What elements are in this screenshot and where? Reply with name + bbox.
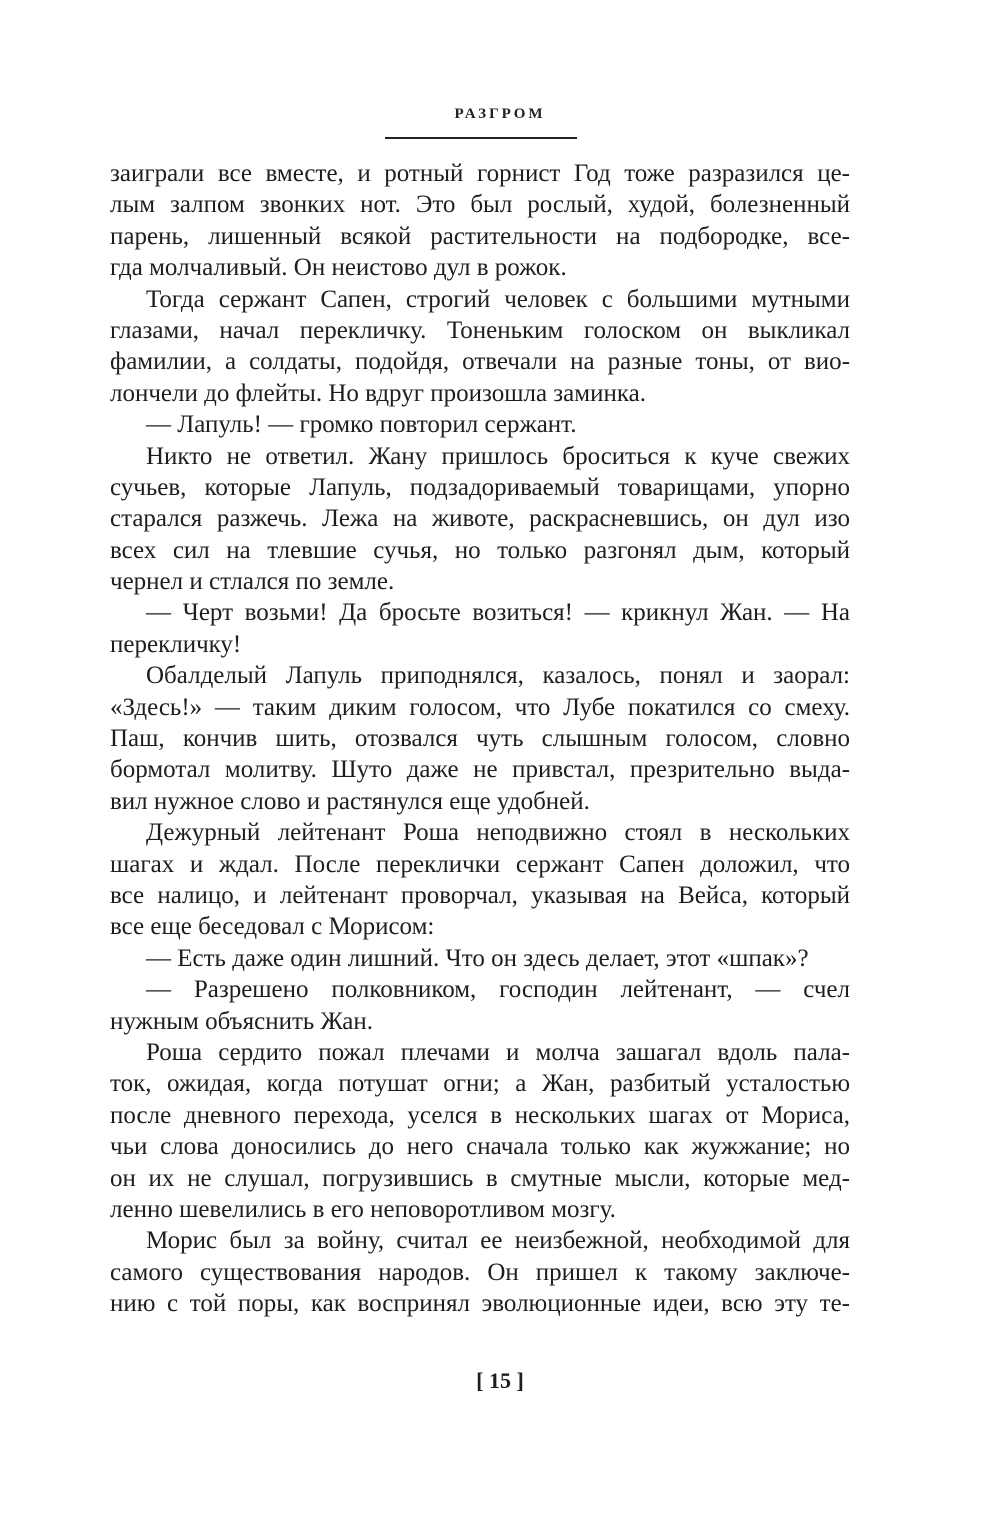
text-line: Никто не ответил. Жану пришлось броситься к куче свежих <box>146 442 850 470</box>
text-line: глазами, начал перекличку. Тоненьким голоском он выкликал <box>110 316 850 344</box>
text-line: лым залпом звонких нот. Это был рослый, худой, болезненный <box>110 191 850 219</box>
text-line: заиграли все вместе, и ротный горнист Год тоже разразился це- <box>110 160 850 187</box>
text-line: сучьев, которые Лапуль, подзадориваемый товарищами, упорно <box>110 473 850 501</box>
running-header: РАЗГРОМ <box>454 106 546 122</box>
text-line: ленно шевелились в его неповоротливом мозгу. <box>110 1195 616 1223</box>
text-line: чернел и стлался по земле. <box>110 568 395 596</box>
text-line: — Лапуль! — громко повторил сержант. <box>146 411 577 439</box>
text-line: парень, лишенный всякой растительности на подбородке, все- <box>110 222 850 250</box>
text-line: ток, ожидая, когда потушат огни; а Жан, разбитый усталостью <box>110 1070 850 1098</box>
body-text <box>110 158 850 1319</box>
text-line: фамилии, а солдаты, подойдя, отвечали на разные тоны, от вио- <box>110 348 850 376</box>
text-line: нужным объяснить Жан. <box>110 1007 374 1035</box>
text-line: старался разжечь. Лежа на животе, раскрасневшись, он дул изо <box>110 505 850 533</box>
page-number: [ 15 ] <box>476 1368 524 1393</box>
text-line: «Здесь!» — таким диким голосом, что Лубе покатился со смеху. <box>110 693 850 721</box>
text-line: — Есть даже один лишний. Что он здесь делает, этот «шпак»? <box>146 944 809 972</box>
text-line: Роша сердито пожал плечами и молча зашагал вдоль пала- <box>146 1038 850 1066</box>
text-line: все налицо, и лейтенант проворчал, указывая на Вейса, который <box>110 881 850 909</box>
text-line: вил нужное слово и растянулся еще удобней. <box>110 787 590 815</box>
text-line: чьи слова доносились до него сначала только как жужжание; но <box>110 1133 850 1161</box>
header-rule <box>385 137 577 139</box>
text-line: Паш, кончив шить, отозвался чуть слышным голосом, словно <box>110 725 850 753</box>
text-line: бормотал молитву. Шуто даже не привстал, презрительно выда- <box>110 756 850 784</box>
text-line: нию с той поры, как воспринял эволюционные идеи, всю эту те- <box>110 1290 850 1318</box>
text-line: шагах и ждал. После переклички сержант Сапен доложил, что <box>110 850 850 878</box>
text-line: он их не слушал, погрузившись в смутные мысли, которые мед- <box>110 1164 850 1192</box>
text-line: гда молчаливый. Он неистово дул в рожок. <box>110 254 567 282</box>
text-line: — Разрешено полковником, господин лейтенант, — счел <box>146 976 850 1004</box>
text-line: перекличку! <box>110 630 242 658</box>
text-line: Дежурный лейтенант Роша неподвижно стоял в нескольких <box>146 819 850 847</box>
text-line: Обалделый Лапуль приподнялся, казалось, понял и заорал: <box>146 662 850 690</box>
text-line: Морис был за войну, считал ее неизбежной, необходимой для <box>146 1227 850 1255</box>
text-line: все еще беседовал с Морисом: <box>110 913 435 941</box>
text-line: после дневного перехода, уселся в нескольких шагах от Мориса, <box>110 1101 850 1129</box>
text-line: лончели до флейты. Но вдруг произошла заминка. <box>110 379 646 407</box>
text-line: — Черт возьми! Да бросьте возиться! — крикнул Жан. — На <box>146 599 850 627</box>
text-line: самого существования народов. Он пришел к такому заключе- <box>110 1258 850 1286</box>
text-line: всех сил на тлевшие сучья, но только разгонял дым, который <box>110 536 850 564</box>
text-line: Тогда сержант Сапен, строгий человек с большими мутными <box>146 285 850 313</box>
